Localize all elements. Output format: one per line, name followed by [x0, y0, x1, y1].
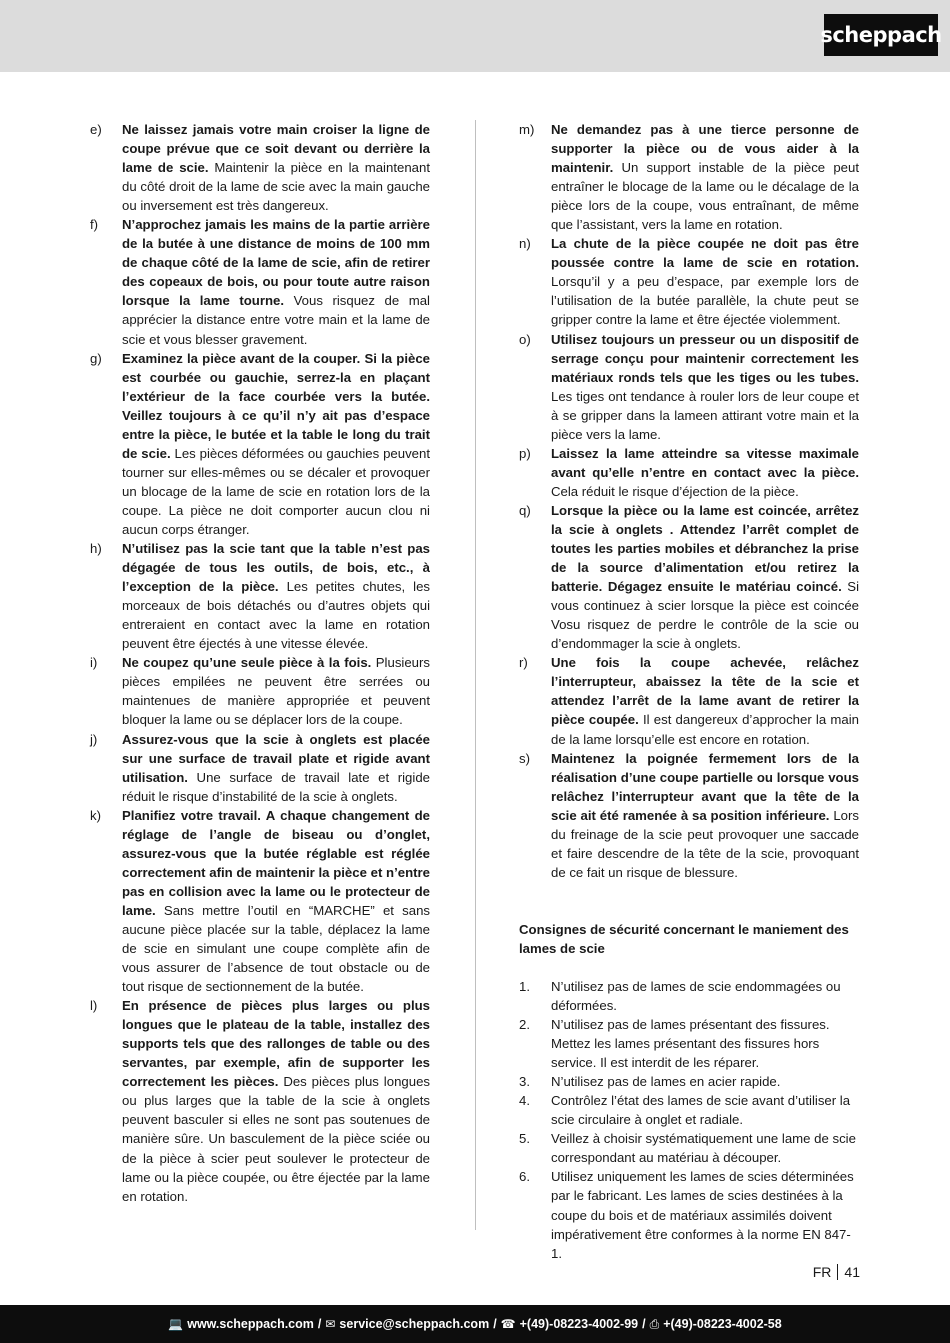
item-bold-text: Ne coupez qu’une seule pièce à la fois. [122, 655, 372, 671]
item-body-text: Une surface de travail late et rigide réduit le risque d’instabilité de la scie à onglets. [122, 769, 430, 804]
item-bold-text: Lorsque la pièce ou la lame est coincée, arrêtez la scie à onglets . Attendez l’arrêt complet de toutes les parties mobiles et débranchez la prise de la source d’alimentation et/ou retirez la batterie. Dégagez ensuite le matériau coincé. [551, 502, 859, 595]
item-number: 4. [519, 1093, 530, 1109]
item-label: e) [90, 122, 102, 137]
item-text [551, 653, 859, 748]
footer-phone: +(49)-08223-4002-99 [519, 1317, 639, 1331]
item-number: 6. [519, 1169, 530, 1185]
phone-icon: ☎ [500, 1317, 516, 1331]
item-bold-text: Ne laissez jamais votre main croiser la ligne de coupe prévue que ce soit devant ou derrière la lame de scie. [122, 122, 430, 176]
item-text [122, 806, 430, 996]
item-text [551, 120, 859, 234]
item-text [122, 215, 430, 348]
item-text: N’utilisez pas de lames en acier rapide. [551, 1074, 781, 1090]
list-item [90, 806, 430, 996]
page-separator [837, 1264, 838, 1280]
item-text [122, 653, 430, 729]
item-text: Utilisez uniquement les lames de scies déterminées par le fabricant. Les lames de scies destinées à la coupe du bois et de matériaux assimilés doivent impérativement être conformes à la norme EN 847-1. [551, 1169, 854, 1261]
item-label: g) [90, 350, 102, 366]
list-item [519, 501, 859, 653]
list-item [519, 234, 859, 329]
item-text: N’utilisez pas de lames de scie endommagées ou déformées. [551, 978, 841, 1014]
footer-bar [0, 1305, 950, 1343]
item-label: j) [90, 731, 98, 747]
item-bold-text: En présence de pièces plus larges ou plus longues que le plateau de la table, installez des supports tels que des rallonges de table ou des servantes, par exemple, afin de supporter les correctement les pièces. [122, 998, 430, 1090]
item-label: o) [519, 331, 531, 347]
item-bold-text: La chute de la pièce coupée ne doit pas être poussée contre la lame de scie en rotation. [551, 236, 859, 271]
item-body-text: Sans mettre l’outil en “MARCHE” et sans aucune pièce placée sur la table, déplacez la lame de scie en simulant une coupe complète afin de vous assurer de l’absence de tout obstacle ou de tout risque de sectionnement de la butée. [122, 902, 430, 995]
item-text [122, 996, 430, 1206]
item-text [551, 501, 859, 653]
item-number: 2. [519, 1017, 530, 1033]
item-label: r) [519, 655, 528, 671]
item-body-text: Maintenir la pièce en la maintenant du côté droit de la lame de scie avec la main gauche ou inversement est très dangereux. [122, 160, 430, 214]
numbered-item [519, 1129, 859, 1167]
item-body-text: Les petites chutes, les morceaux de bois détachés ou d’autres objets qui entreraient en contact avec la lame en rotation peuvent être éjectés à une vitesse élevée. [122, 579, 430, 652]
item-text [122, 349, 430, 539]
page-num: 41 [844, 1264, 860, 1280]
footer-email[interactable]: service@scheppach.com [339, 1317, 490, 1331]
list-item [90, 349, 430, 539]
numbered-item [519, 1167, 859, 1262]
item-text [551, 330, 859, 444]
list-item [90, 653, 430, 729]
item-body-text: Des pièces plus longues ou plus larges que la table de la scie à onglets peuvent basculer si elles ne sont pas soutenues de manière sûre. Un basculement de la pièce sciée ou de la pièce à scier peut soulever le protecteur de lame ou la pièce coupée, ou être éjectée par la lame en rotation. [122, 1074, 430, 1204]
footer-website[interactable]: www.scheppach.com [187, 1317, 314, 1331]
safety-list-right [519, 120, 859, 882]
item-body-text: Lorsqu’il y a peu d’espace, par exemple lors de l’utilisation de la butée parallèle, la chute peut se gripper contre la lame et être éjectée violemment. [551, 274, 859, 328]
list-item [90, 539, 430, 653]
item-label: p) [519, 445, 531, 461]
item-body-text: Plusieurs pièces empilées ne peuvent être serrées ou maintenues de manière appropriée et peuvent bloquer la lame ou se déplacer lors de la coupe. [122, 655, 431, 728]
item-label: q) [519, 502, 531, 518]
item-bold-text: Ne demandez pas à une tierce personne de supporter la pièce ou de vous aider à la maintenir. [551, 122, 859, 176]
right-column [519, 120, 859, 1263]
list-item [519, 120, 859, 234]
list-item [90, 730, 430, 806]
item-bold-text: Utilisez toujours un presseur ou un dispositif de serrage conçu pour maintenir correctement les matériaux ronds tels que les tiges ou les tubes. [551, 331, 859, 385]
list-item [519, 330, 859, 444]
item-text: Veillez à choisir systématiquement une lame de scie correspondant au matériau à découper. [551, 1131, 856, 1166]
footer-sep: / [317, 1317, 322, 1331]
item-body-text: Les tiges ont tendance à rouler lors de leur coupe et à se gripper dans la lameen attirant votre main et la pièce vers la lame. [551, 388, 859, 442]
item-text: N’utilisez pas de lames présentant des fissures. Mettez les lames présentant des fissures hors service. Il est interdit de les réparer. [551, 1017, 830, 1071]
item-text [551, 444, 859, 501]
page-number [813, 1264, 860, 1280]
item-label: s) [519, 750, 530, 766]
item-label: k) [90, 807, 101, 823]
left-column [90, 120, 430, 1206]
item-text [122, 730, 430, 806]
item-bold-text: Examinez la pièce avant de la couper. Si la pièce est courbée ou gauchie, serrez-la en plaçant l’extérieur de la face courbée vers la butée. Veillez toujours à ce qu’il n’y ait pas d’espace entre la pièce, le butée et la table le long du trait de scie. [122, 350, 430, 461]
numbered-item [519, 1015, 859, 1072]
computer-icon: 💻 [168, 1317, 184, 1331]
item-label: m) [519, 122, 535, 137]
item-number: 3. [519, 1074, 530, 1090]
item-body-text: Vous risquez de mal apprécier la distance entre votre main et la lame de scie et vous blesser gravement. [122, 293, 430, 347]
footer-sep: / [642, 1317, 646, 1331]
item-bold-text: Une fois la coupe achevée, relâchez l’interrupteur, abaissez la tête de la scie et attendez l’arrêt de la lame avant de retirer la pièce coupée. [551, 655, 859, 728]
item-label: l) [90, 998, 98, 1014]
item-label: h) [90, 541, 102, 557]
item-bold-text: Laissez la lame atteindre sa vitesse maximale avant qu’elle n’entre en contact avec la pièce. [551, 445, 859, 480]
item-body-text: Cela réduit le risque d’éjection de la pièce. [551, 483, 799, 499]
brand-name: scheppach [820, 23, 942, 47]
item-label: i) [90, 655, 98, 671]
blade-safety-list [519, 977, 859, 1263]
item-number: 1. [519, 978, 530, 994]
numbered-item [519, 1072, 859, 1091]
item-body-text: Lors du freinage de la scie peut provoquer une saccade et faire descendre de la tête de la scie, provoquant de ce fait un risque de blessure. [551, 807, 859, 880]
item-bold-text: Planifiez votre travail. A chaque changement de réglage de l’angle de biseau ou d’onglet, assurez-vous que la butée réglable est réglée correctement afin de maintenir la pièce et n’entre pas en collision avec la lame ou le protecteur de lame. [122, 807, 430, 918]
page-lang: FR [812, 1264, 832, 1280]
item-body-text: Les pièces déformées ou gauchies peuvent tourner sur elles-mêmes ou se décaler et provoquer un blocage de la lame de scie en rotation lors de la coupe. La pièce ne doit comporter aucun clou ni aucun corps étranger. [122, 445, 430, 537]
list-item [519, 749, 859, 882]
email-icon: ✉ [325, 1317, 336, 1331]
item-text [122, 120, 430, 215]
list-item [90, 120, 430, 215]
item-body-text: Il est dangereux d’approcher la main de la lame lorsqu’elle est encore en rotation. [551, 712, 859, 747]
column-divider [475, 120, 476, 1230]
item-text [551, 234, 859, 329]
item-bold-text: N’utilisez pas la scie tant que la table n’est pas dégagée de tous les outils, de bois, etc., à l’exception de la pièce. [122, 541, 430, 595]
item-bold-text: Maintenez la poignée fermement lors de la réalisation d’une coupe partielle ou lorsque vous relâchez l’interrupteur avant que la tête de la scie ait été ramenée à sa position inférieure. [551, 750, 859, 823]
item-number: 5. [519, 1131, 530, 1147]
item-text [122, 539, 430, 653]
footer-fax: +(49)-08223-4002-58 [663, 1317, 782, 1331]
item-body-text: Un support instable de la pièce peut entraîner le blocage de la lame ou le décalage de la pièce lors de la coupe, vous entraînant, de même que l’assistant, vers la lame en rotation. [551, 160, 859, 233]
list-item [90, 996, 430, 1206]
item-text [551, 749, 859, 882]
item-bold-text: Assurez-vous que la scie à onglets est placée sur une surface de travail plate et rigide avant utilisation. [122, 731, 430, 785]
brand-logo [820, 14, 942, 56]
item-text: Contrôlez l’état des lames de scie avant d’utiliser la scie circulaire à onglet et radiale. [551, 1093, 851, 1128]
fax-icon: ⎙ [649, 1316, 660, 1331]
list-item [90, 215, 430, 348]
spacer [519, 958, 859, 977]
item-label: f) [90, 217, 99, 233]
header-bar [0, 0, 950, 72]
item-bold-text: N’approchez jamais les mains de la partie arrière de la butée à une distance de moins de 100 mm de chaque côté de la lame de scie, afin de retirer des copeaux de bois, ou pour toute autre raison lorsque la lame tourne. [122, 217, 430, 309]
spacer [519, 882, 859, 901]
numbered-item [519, 1091, 859, 1129]
list-item [519, 444, 859, 501]
item-label: n) [519, 236, 531, 252]
section-heading: Consignes de sécurité concernant le maniement des lames de scie [519, 921, 849, 956]
item-body-text: Si vous continuez à scier lorsque la pièce est coincée Vosu risquez de perdre le contrôle de la scie ou d’endommager la scie à onglets. [551, 579, 860, 652]
list-item [519, 653, 859, 748]
numbered-item [519, 977, 859, 1015]
footer-sep: / [493, 1317, 497, 1331]
